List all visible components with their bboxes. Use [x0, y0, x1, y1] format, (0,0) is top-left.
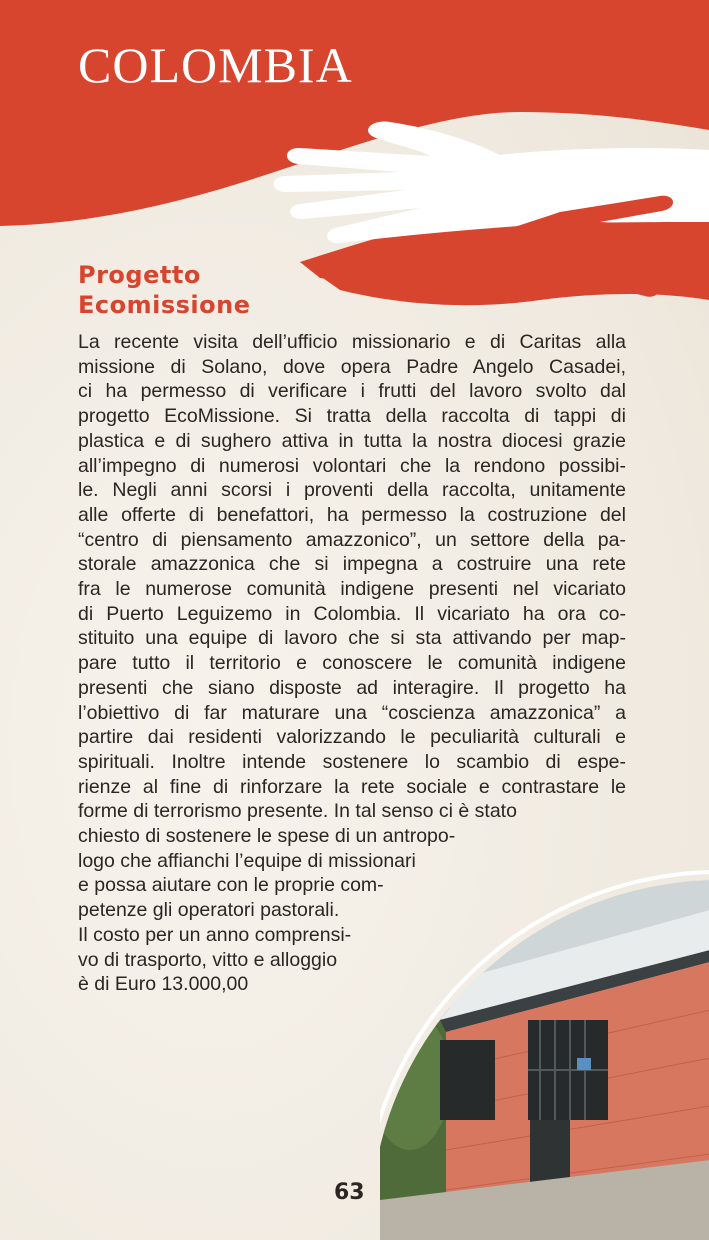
body-line: alle offerte di benefattori, ha permesso la costruzione del: [78, 503, 626, 526]
body-line: e possa aiutare con le proprie com-: [78, 874, 384, 897]
body-line: forme di terrorismo presente. In tal senso ci è stato: [78, 800, 517, 823]
page-number: 63: [334, 1180, 365, 1205]
body-line: rienze al fine di rinforzare la rete sociale e contrastare le: [78, 775, 626, 798]
article-title: [78, 260, 251, 320]
title-line-2: Ecomissione: [78, 291, 251, 319]
body-line: storale amazzonica che si impegna a costruire una rete: [78, 553, 626, 576]
body-line: di Puerto Leguizemo in Colombia. Il vicariato ha ora co-: [78, 602, 626, 625]
body-line: petenze gli operatori pastorali.: [78, 899, 340, 922]
body-line: Il costo per un anno comprensi-: [78, 923, 352, 946]
body-line: progetto EcoMissione. Si tratta della raccolta di tappi di: [78, 405, 626, 428]
body-line: fra le numerose comunità indigene presenti nel vicariato: [78, 578, 626, 601]
body-line: pare tutto il territorio e conoscere le comunità indigene: [78, 652, 626, 675]
body-line: missione di Solano, dove opera Padre Angelo Casadei,: [78, 355, 626, 378]
title-line-1: Progetto: [78, 261, 201, 289]
body-line: plastica e di sughero attiva in tutta la nostra diocesi grazie: [78, 429, 626, 452]
body-line: stituito una equipe di lavoro che si sta attivando per map-: [78, 627, 626, 650]
body-line: La recente visita dell’ufficio missionario e di Caritas alla: [78, 331, 626, 353]
body-line: all’impegno di numerosi volontari che la rendono possibi-: [78, 454, 626, 477]
body-line: spirituali. Inoltre intende sostenere lo scambio di espe-: [78, 750, 626, 773]
body-line: è di Euro 13.000,00: [78, 973, 249, 996]
body-line: ci ha permesso di verificare i frutti del lavoro svolto dal: [78, 380, 626, 403]
body-line: le. Negli anni scorsi i proventi della raccolta, unitamente: [78, 479, 626, 502]
country-heading: COLOMBIA: [78, 37, 353, 93]
body-line: chiesto di sostenere le spese di un antropo-: [78, 825, 456, 848]
body-line: logo che affianchi l’equipe di missionari: [78, 849, 416, 872]
body-line: l’obiettivo di far maturare una “coscienza amazzonica” a: [78, 701, 626, 724]
body-line: presenti che siano disposte ad interagire. Il progetto ha: [78, 676, 626, 699]
body-line: partire dai residenti valorizzando le peculiarità culturali e: [78, 726, 626, 749]
building-photo: [380, 870, 709, 1240]
body-line: “centro di piensamento amazzonico”, un settore della pa-: [78, 528, 626, 551]
body-line: vo di trasporto, vitto e alloggio: [78, 948, 338, 971]
